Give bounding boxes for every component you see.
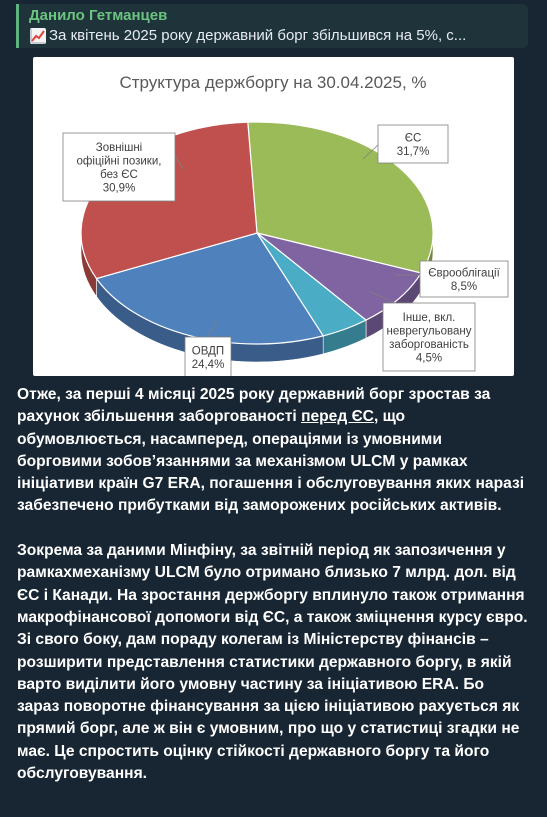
paragraph-spacer (17, 518, 529, 540)
data-label-value-4: 30,9% (102, 182, 136, 195)
reply-preview[interactable] (16, 4, 528, 48)
para1-after: , що обумовлюється, насамперед, операціями із умовними борговими зобов’язаннями за механізмом ULCM у рамках ініціативи країн G7 ERA, погашення і обслуговування яких наразі забезпечено прибутками від заморожених російських активів. (17, 408, 525, 515)
message-paragraph-3: Зі свого боку, дам пораду колегам із Міністерству фінансів – розширити представлення статистики державного боргу, в якій варто виділити його умовну частину за ініціативою ERA. Бо зараз поворотне фінансування за цією ініціативою рахується як прямий борг, але ж він є умовним, про що у статистиці згадки не має. Це спростить оцінку стійкості державного боргу та його обслуговування. (17, 631, 520, 783)
data-label-text-1: Єврооблігації (428, 267, 500, 280)
data-label-value-1: 8,5% (450, 281, 478, 293)
para1-before: Отже, за перші 4 місяці 2025 року державний борг зростав за рахунок збільшення заборгованості (17, 386, 491, 426)
data-label-value-3: 24,4% (191, 359, 225, 371)
data-label-text-4: без ЄС (100, 169, 138, 181)
data-label-text-3: ОВДП (191, 345, 225, 358)
message-paragraph-1 (17, 384, 529, 518)
chart-title: Структура держборгу на 30.04.2025, % (119, 73, 427, 92)
reply-author: Данило Гетманцев (29, 7, 168, 24)
eu-link[interactable]: перед ЄС (301, 408, 374, 426)
data-label-value-2: 4,5% (415, 352, 443, 365)
data-label-value-0: 31,7% (396, 146, 430, 158)
chart-increasing-icon (29, 27, 47, 45)
reply-text-line (29, 25, 520, 46)
data-label-text-4: офіційні позики, (76, 155, 162, 168)
reply-text: За квітень 2025 року державний борг збільшився на 5%, с... (49, 27, 467, 44)
data-label-text-4: Зовнішні (95, 142, 143, 154)
pie-chart (33, 57, 514, 376)
data-label-text-2: Інше, вкл. (402, 312, 456, 324)
data-label-text-2: заборгованість (389, 339, 469, 351)
data-label-text-2: неврегульовану (386, 325, 472, 338)
chart-image[interactable] (33, 57, 514, 376)
message-text (17, 384, 529, 785)
message-paragraph-2: Зокрема за даними Мінфіну, за звітній період як запозичення у рамкахмеханізму ULCM було отримано близько 7 млрд. дол. від ЄС і Канади. На зростання держборгу вплинуло також отримання макрофінансової допомоги від ЄС, а також зміцнення курсу євро. (17, 542, 528, 626)
data-label-text-0: ЄС (404, 132, 422, 145)
